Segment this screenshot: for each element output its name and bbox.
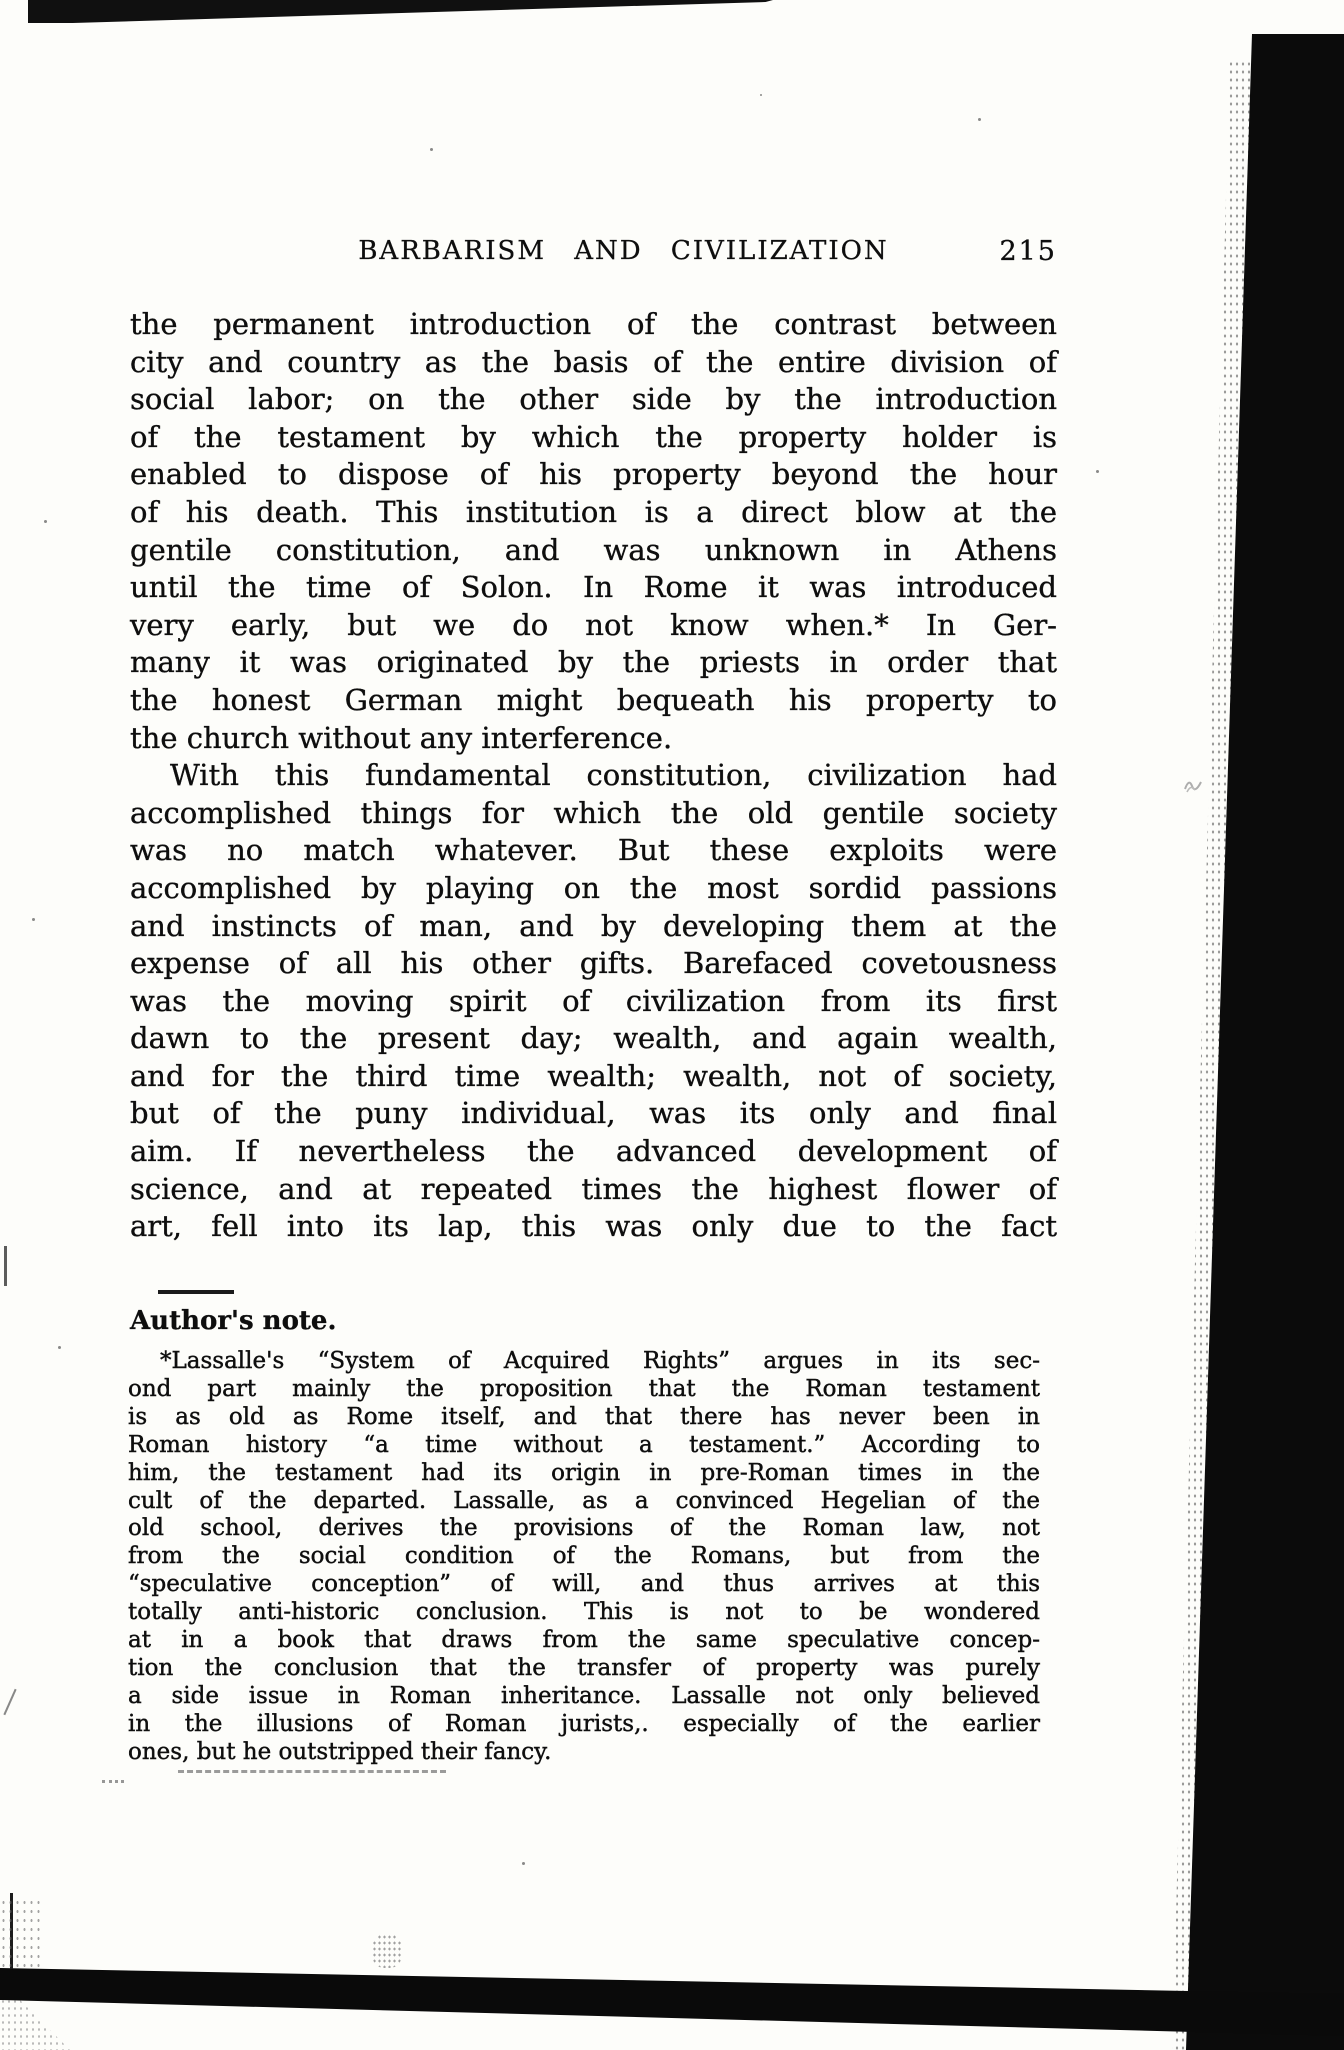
text-line: was no match whatever. But these exploits were xyxy=(130,833,1057,868)
footnote-line: *Lassalle's “System of Acquired Rights” argues in its sec- xyxy=(160,1348,1040,1374)
text-line: the permanent introduction of the contrast between xyxy=(130,307,1057,341)
scan-dashed-line xyxy=(178,1770,446,1773)
text-line: science, and at repeated times the highest flower of xyxy=(130,1171,1057,1206)
text-line: accomplished things for which the old gentile society xyxy=(130,795,1057,830)
footnote-line: from the social condition of the Romans, but from the xyxy=(128,1543,1040,1570)
text-line: With this fundamental constitution, civilization had xyxy=(170,758,1057,793)
text-line: expense of all his other gifts. Barefaced covetousness xyxy=(130,946,1057,981)
text-line: the church without any interference. xyxy=(130,720,673,755)
footnote-line: cult of the departed. Lassalle, as a convinced Hegelian of the xyxy=(128,1487,1040,1514)
scan-artifact-top-edge xyxy=(28,0,773,23)
text-line: the honest German might bequeath his property to xyxy=(130,682,1057,717)
text-line: social labor; on the other side by the introduction xyxy=(130,382,1057,417)
running-head xyxy=(130,236,1057,270)
margin-mark xyxy=(4,1246,7,1286)
scan-speck xyxy=(760,94,762,96)
footnote-line: at in a book that draws from the same speculative concep- xyxy=(128,1627,1040,1654)
paragraph xyxy=(130,757,1057,1246)
text-line: many it was originated by the priests in order that xyxy=(130,645,1057,680)
scan-speck xyxy=(32,918,35,921)
text-line: accomplished by playing on the most sordid passions xyxy=(130,870,1057,905)
footnote-line: ones, but he outstripped their fancy. xyxy=(128,1738,552,1765)
page-number: 215 xyxy=(999,236,1057,267)
scan-dash-mark xyxy=(102,1780,124,1783)
footnote-line: in the illusions of Roman jurists,. especially of the earlier xyxy=(128,1710,1040,1737)
footnote-line: ond part mainly the proposition that the Roman testament xyxy=(128,1375,1040,1402)
running-title: BARBARISM AND CIVILIZATION xyxy=(358,236,889,266)
scan-speck xyxy=(522,1862,525,1865)
text-line: was the moving spirit of civilization from its first xyxy=(130,983,1057,1018)
text-line: dawn to the present day; wealth, and again wealth, xyxy=(130,1021,1057,1056)
footnote-separator-rule xyxy=(158,1290,234,1294)
text-line: until the time of Solon. In Rome it was introduced xyxy=(130,570,1057,605)
footnote-line: is as old as Rome itself, and that there has never been in xyxy=(128,1403,1040,1430)
margin-mark xyxy=(3,1689,16,1715)
text-line: but of the puny individual, was its only and final xyxy=(130,1096,1057,1131)
scan-speck xyxy=(978,118,981,121)
scan-noise-corner xyxy=(0,1898,44,1968)
scan-noise-bottom-corner xyxy=(0,1998,70,2050)
text-line: very early, but we do not know when.* In Ger- xyxy=(130,607,1057,642)
authors-note-label: Author's note. xyxy=(130,1306,337,1336)
footnote-text xyxy=(128,1348,1040,1767)
text-line: and instincts of man, and by developing them at the xyxy=(130,908,1057,943)
text-line: city and country as the basis of the entire division of xyxy=(130,344,1057,379)
scan-speck xyxy=(58,1346,61,1349)
body-text xyxy=(130,306,1057,1246)
paragraph xyxy=(130,306,1057,757)
footnote-line: tion the conclusion that the transfer of property was purely xyxy=(128,1654,1040,1681)
footnote-line: him, the testament had its origin in pre-Roman times in the xyxy=(128,1459,1040,1486)
scan-speck xyxy=(1096,470,1099,473)
footnote-line: totally anti-historic conclusion. This is not to be wondered xyxy=(128,1599,1040,1626)
footnote-line: Roman history “a time without a testament.” According to xyxy=(128,1431,1040,1458)
margin-pencil-squiggle xyxy=(1182,774,1204,800)
scan-speck xyxy=(44,520,47,523)
footnote-line: a side issue in Roman inheritance. Lassalle not only believed xyxy=(128,1682,1040,1709)
scan-artifact-bottom-page-edge xyxy=(0,1964,1344,2050)
footnote-line: “speculative conception” of will, and thus arrives at this xyxy=(128,1571,1040,1598)
text-line: enabled to dispose of his property beyond the hour xyxy=(130,457,1057,492)
text-line: and for the third time wealth; wealth, not of society, xyxy=(130,1058,1057,1093)
text-line: of the testament by which the property holder is xyxy=(130,419,1057,454)
text-line: aim. If nevertheless the advanced development of xyxy=(130,1134,1057,1169)
scan-smudge xyxy=(372,1934,402,1968)
footnote-line: old school, derives the provisions of the Roman law, not xyxy=(128,1515,1040,1542)
text-line: gentile constitution, and was unknown in Athens xyxy=(130,532,1057,567)
text-line: art, fell into its lap, this was only due to the fact xyxy=(130,1209,1057,1244)
scan-speck xyxy=(430,148,433,151)
text-line: of his death. This institution is a direct blow at the xyxy=(130,494,1057,529)
